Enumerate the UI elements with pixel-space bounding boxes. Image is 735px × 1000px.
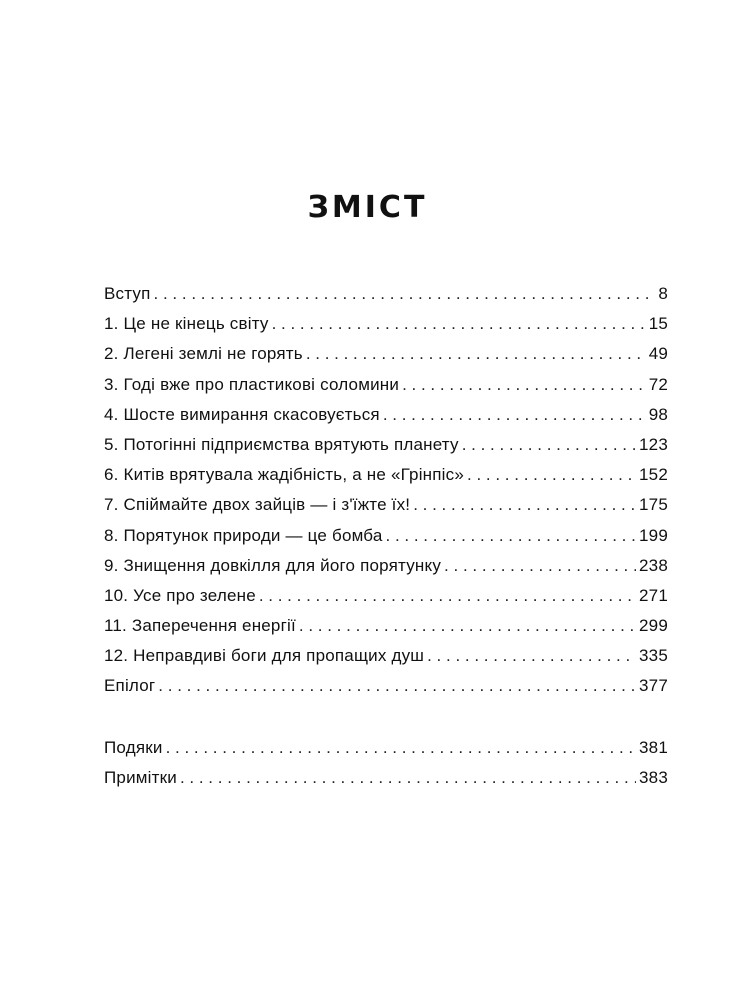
toc-entry-intro[interactable]	[104, 279, 668, 309]
toc-entry-label: Вступ	[104, 284, 151, 303]
dot-leader	[386, 521, 637, 551]
dot-leader	[272, 309, 646, 339]
toc-entry-page: 271	[639, 585, 668, 605]
dot-leader	[383, 400, 646, 430]
toc-entry-label: Примітки	[104, 767, 177, 787]
toc-entry-label: 7. Спіймайте двох зайців — і з'їжте їх!	[104, 495, 411, 515]
toc-entry-page: 123	[639, 434, 668, 454]
section-gap	[104, 702, 668, 733]
dot-leader	[462, 430, 636, 460]
toc-entry-chapter-2[interactable]	[104, 339, 668, 369]
dot-leader	[259, 581, 636, 611]
dot-leader	[158, 671, 636, 701]
toc-entry-chapter-7[interactable]	[104, 490, 668, 520]
toc-entry-page: 98	[648, 404, 668, 424]
toc-entry-label: 6. Китів врятувала жадібність, а не «Грінпіс»	[104, 465, 465, 485]
toc-entry-chapter-9[interactable]	[104, 551, 668, 581]
toc-entry-label: 8. Порятунок природи — це бомба	[104, 525, 383, 545]
dot-leader	[444, 551, 636, 581]
toc-entry-chapter-3[interactable]	[104, 370, 668, 400]
toc-entry-page: 299	[639, 616, 668, 636]
toc-entry-label: 4. Шосте вимирання скасовується	[104, 404, 380, 424]
toc-entry-page: 335	[639, 646, 668, 666]
dot-leader	[402, 370, 646, 400]
toc-entry-chapter-11[interactable]	[104, 611, 668, 641]
table-of-contents	[104, 279, 668, 793]
toc-entry-label: Епілог	[104, 676, 156, 696]
toc-entry-chapter-12[interactable]	[104, 641, 668, 671]
toc-entry-page: 49	[648, 344, 668, 364]
toc-entry-label: 12. Неправдиві боги для пропащих душ	[104, 646, 425, 666]
toc-entry-epilogue[interactable]	[104, 671, 668, 701]
toc-entry-label: 3. Годі вже про пластикові соломини	[104, 374, 400, 394]
toc-entry-page: 381	[639, 737, 668, 757]
toc-entry-notes[interactable]	[104, 763, 668, 793]
toc-entry-label: 9. Знищення довкілля для його порятунку	[104, 555, 442, 575]
toc-entry-acknowledgements[interactable]	[104, 733, 668, 763]
dot-leader	[166, 733, 636, 763]
dot-leader	[306, 339, 646, 369]
toc-entry-page: 72	[648, 374, 668, 394]
toc-entry-label: 1. Це не кінець світу	[104, 314, 269, 334]
toc-entry-chapter-1[interactable]	[104, 309, 668, 339]
toc-entry-label: 2. Легені землі не горять	[104, 344, 303, 364]
toc-entry-page: 383	[639, 767, 668, 787]
toc-entry-chapter-10[interactable]	[104, 581, 668, 611]
toc-entry-chapter-8[interactable]	[104, 521, 668, 551]
toc-entry-page: 152	[639, 465, 668, 485]
dot-leader	[180, 763, 636, 793]
toc-entry-label: 10. Усе про зелене	[104, 585, 256, 605]
dot-leader	[299, 611, 636, 641]
toc-entry-chapter-6[interactable]	[104, 460, 668, 490]
toc-entry-label: 11. Заперечення енергії	[104, 616, 296, 636]
toc-title: ЗМІСТ	[307, 190, 428, 225]
toc-entry-page: 175	[639, 495, 668, 515]
toc-entry-page: 238	[639, 555, 668, 575]
dot-leader	[154, 279, 656, 309]
toc-entry-page: 199	[639, 525, 668, 545]
toc-entry-chapter-4[interactable]	[104, 400, 668, 430]
toc-entry-page: 377	[639, 676, 668, 696]
toc-entry-label: 5. Потогінні підприємства врятують планету	[104, 434, 459, 454]
dot-leader	[427, 641, 636, 671]
dot-leader	[467, 460, 636, 490]
toc-entry-page: 15	[648, 314, 668, 334]
toc-entry-label: Подяки	[104, 737, 163, 757]
toc-entry-page: 8	[658, 284, 668, 303]
toc-entry-chapter-5[interactable]	[104, 430, 668, 460]
dot-leader	[413, 490, 636, 520]
